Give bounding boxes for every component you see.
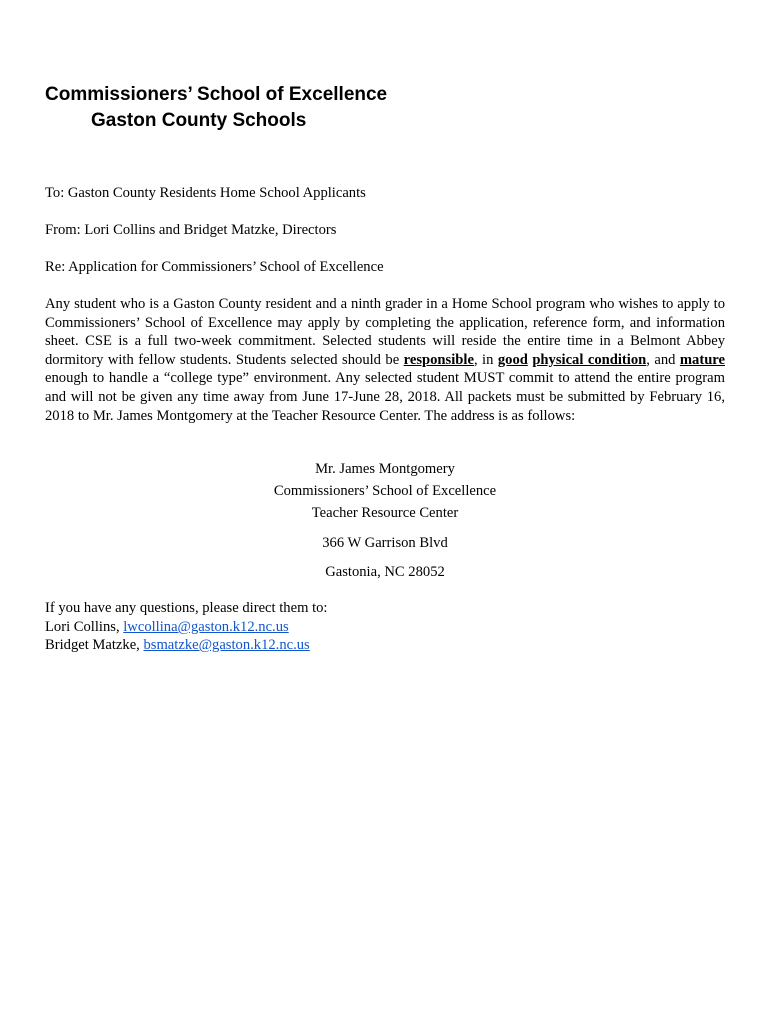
email-link-bridget[interactable]: bsmatzke@gaston.k12.nc.us — [143, 637, 310, 653]
contact-bridget-matzke — [45, 637, 310, 654]
body-text-2: , in — [473, 351, 498, 368]
contact-intro: If you have any questions, please direct them to: — [45, 600, 328, 616]
document-title: Commissioners’ School of Excellence — [45, 84, 388, 105]
contact-lori-collins — [45, 619, 289, 636]
address-organization: Commissioners’ School of Excellence — [273, 483, 497, 499]
address-street: 366 W Garrison Blvd — [322, 535, 448, 551]
body-text-1: Any student who is a Gaston County resident and a ninth grader in a Home School program who wishes to apply to Commissioners’ School of Excellence may apply by completing the application, reference form, and information sheet. CSE is a full two-week commitment. Selected students will reside the entire time in a Belmont Abbey dormitory with fellow students. Students selected should be — [45, 296, 725, 368]
address-department: Teacher Resource Center — [311, 505, 459, 521]
memo-to: To: Gaston County Residents Home School Applicants — [45, 185, 366, 201]
emphasis-good: good — [497, 351, 528, 368]
body-paragraph — [45, 295, 725, 425]
contact-name-bridget: Bridget Matzke, — [45, 637, 144, 653]
emphasis-mature: mature — [679, 351, 725, 368]
document-subtitle: Gaston County Schools — [91, 110, 307, 131]
contact-name-lori: Lori Collins, — [45, 619, 124, 635]
body-text-5: enough to handle a “college type” environment. Any selected student MUST commit to attend the entire program and will not be given any time away from June 17-June 28, 2018. All packets must be submitted by February 16, 2018 to Mr. James Montgomery at the Teacher Resource Center. The address is as follows: — [45, 370, 725, 424]
body-text-4: , and — [646, 351, 680, 368]
emphasis-physical-condition: physical condition — [532, 351, 647, 368]
emphasis-responsible: responsible — [403, 351, 474, 368]
address-name: Mr. James Montgomery — [315, 461, 455, 477]
email-link-lori[interactable]: lwcollina@gaston.k12.nc.us — [123, 619, 289, 635]
memo-from: From: Lori Collins and Bridget Matzke, Directors — [45, 222, 337, 238]
address-city: Gastonia, NC 28052 — [325, 564, 445, 580]
memo-re: Re: Application for Commissioners’ School of Excellence — [45, 259, 384, 275]
